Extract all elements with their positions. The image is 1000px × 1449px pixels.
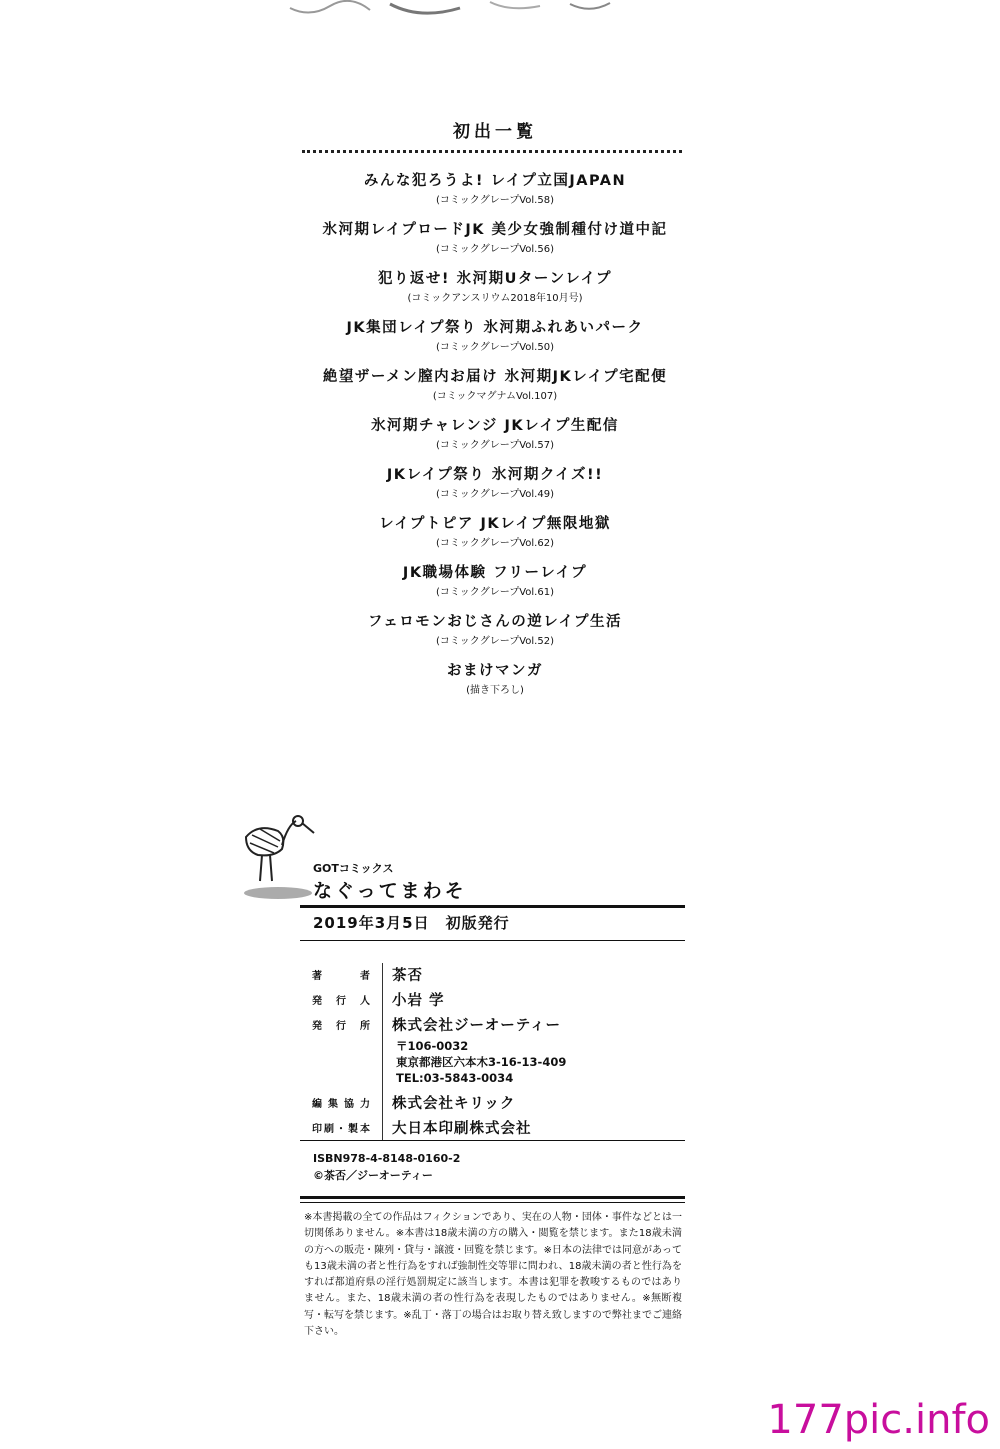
work-source: (コミックグレープVol.61)	[436, 587, 554, 598]
work-source: (コミックグレープVol.49)	[436, 489, 554, 500]
work-title: JKレイプ祭り 氷河期クイズ!!	[386, 467, 604, 483]
colophon-row-printing	[312, 1116, 692, 1141]
notice-rule-thin	[300, 1202, 685, 1203]
work-item	[300, 464, 690, 513]
work-source: (コミックマグナムVol.107)	[432, 391, 558, 402]
bird-mascot-icon	[238, 815, 318, 905]
publisher-person: 小岩 学	[392, 993, 445, 1009]
publisher-address	[396, 1038, 566, 1086]
colophon-row-editorial	[312, 1091, 692, 1116]
work-source: (描き下ろし)	[466, 685, 524, 696]
watermark: 177pic.info	[767, 1397, 990, 1443]
editorial-cooperation: 株式会社キリック	[392, 1096, 516, 1112]
work-title: JK集団レイプ祭り 氷河期ふれあいパーク	[346, 320, 644, 336]
work-title: みんな犯ろうよ! レイプ立国JAPAN	[363, 173, 627, 189]
work-source: (コミックグレープVol.56)	[436, 244, 554, 255]
colophon-row-publisher	[312, 1013, 692, 1091]
work-title: 犯り返せ! 氷河期Uターンレイプ	[377, 271, 613, 287]
work-item	[300, 317, 690, 366]
work-item	[300, 660, 690, 709]
work-source: (コミックグレープVol.57)	[436, 440, 554, 451]
colophon-label: 発行所	[312, 1021, 370, 1032]
work-item	[300, 611, 690, 660]
work-source: (コミックグレープVol.62)	[436, 538, 554, 549]
colophon-label: 著者	[312, 971, 370, 982]
imprint-label: GOTコミックス	[313, 862, 394, 875]
colophon-separator	[382, 963, 383, 988]
colophon-label: 発行人	[312, 996, 370, 1007]
work-item	[300, 562, 690, 611]
street-address: 東京都港区六本木3-16-13-409	[396, 1055, 567, 1069]
first-appearance-list	[300, 170, 690, 709]
work-item	[300, 366, 690, 415]
colophon-row-author	[312, 963, 692, 988]
dotted-divider	[302, 150, 682, 153]
publication-date: 2019年3月5日 初版発行	[313, 914, 510, 932]
work-source: (コミックグレープVol.52)	[436, 636, 554, 647]
notice-rule-thick	[300, 1196, 685, 1199]
colophon-row-publisher-person	[312, 988, 692, 1013]
colophon	[312, 963, 692, 1141]
work-title: フェロモンおじさんの逆レイプ生活	[367, 614, 623, 630]
work-title: おまけマンガ	[447, 663, 543, 679]
publisher-name: 株式会社ジーオーティー	[392, 1018, 562, 1034]
printer: 大日本印刷株式会社	[392, 1121, 532, 1137]
isbn-block	[313, 1150, 460, 1184]
colophon-separator	[382, 1116, 383, 1141]
telephone: TEL:03-5843-0034	[396, 1071, 514, 1085]
section-title: 初出一覧	[453, 122, 537, 142]
work-item	[300, 513, 690, 562]
colophon-separator	[382, 988, 383, 1013]
work-title: JK職場体験 フリーレイプ	[402, 565, 588, 581]
legal-notice: ※本書掲載の全ての作品はフィクションであり、実在の人物・団体・事件などとは一切関係ありません。※本書は18歳未満の方の購入・閲覧を禁じます。また18歳未満の方への販売・陳列・貸与・譲渡・回覧を禁じます。※日本の法律では同意があっても13歳未満の者と性行為をすれば強制性交等罪に問われ、18歳未満の者と性行為をすれば都道府県の淫行処罰規定に該当します。本書は犯罪を教唆するものではありません。また、18歳未満の者の性行為を表現したものではありません。※無断複写・転写を禁じます。※乱丁・落丁の場合はお取り替え致しますので弊社までご連絡下さい。	[304, 1212, 682, 1338]
work-item	[300, 219, 690, 268]
colophon-label: 編集協力	[312, 1099, 370, 1110]
work-source: (コミックアンスリウム2018年10月号)	[407, 293, 583, 304]
title-rule	[300, 905, 685, 908]
copyright: ©茶否／ジーオーティー	[313, 1169, 433, 1182]
isbn-rule	[300, 1140, 685, 1141]
colophon-separator	[382, 1013, 383, 1091]
work-title: レイプトピア JKレイプ無限地獄	[379, 516, 611, 532]
colophon-label: 印刷・製本	[312, 1124, 370, 1135]
book-title: なぐってまわそ	[313, 880, 467, 902]
work-item	[300, 415, 690, 464]
work-item	[300, 170, 690, 219]
isbn: ISBN978-4-8148-0160-2	[313, 1152, 461, 1165]
work-source: (コミックグレープVol.58)	[436, 195, 554, 206]
colophon-separator	[382, 1091, 383, 1116]
work-source: (コミックグレープVol.50)	[436, 342, 554, 353]
date-rule	[300, 940, 685, 941]
work-item	[300, 268, 690, 317]
work-title: 氷河期レイプロードJK 美少女強制種付け道中記	[322, 222, 668, 238]
work-title: 氷河期チャレンジ JKレイプ生配信	[371, 418, 619, 434]
postal-code: 〒106-0032	[396, 1039, 469, 1053]
author-name: 茶否	[392, 968, 423, 984]
work-title: 絶望ザーメン膣内お届け 氷河期JKレイプ宅配便	[322, 369, 668, 385]
top-scribble-illustration	[270, 0, 630, 22]
